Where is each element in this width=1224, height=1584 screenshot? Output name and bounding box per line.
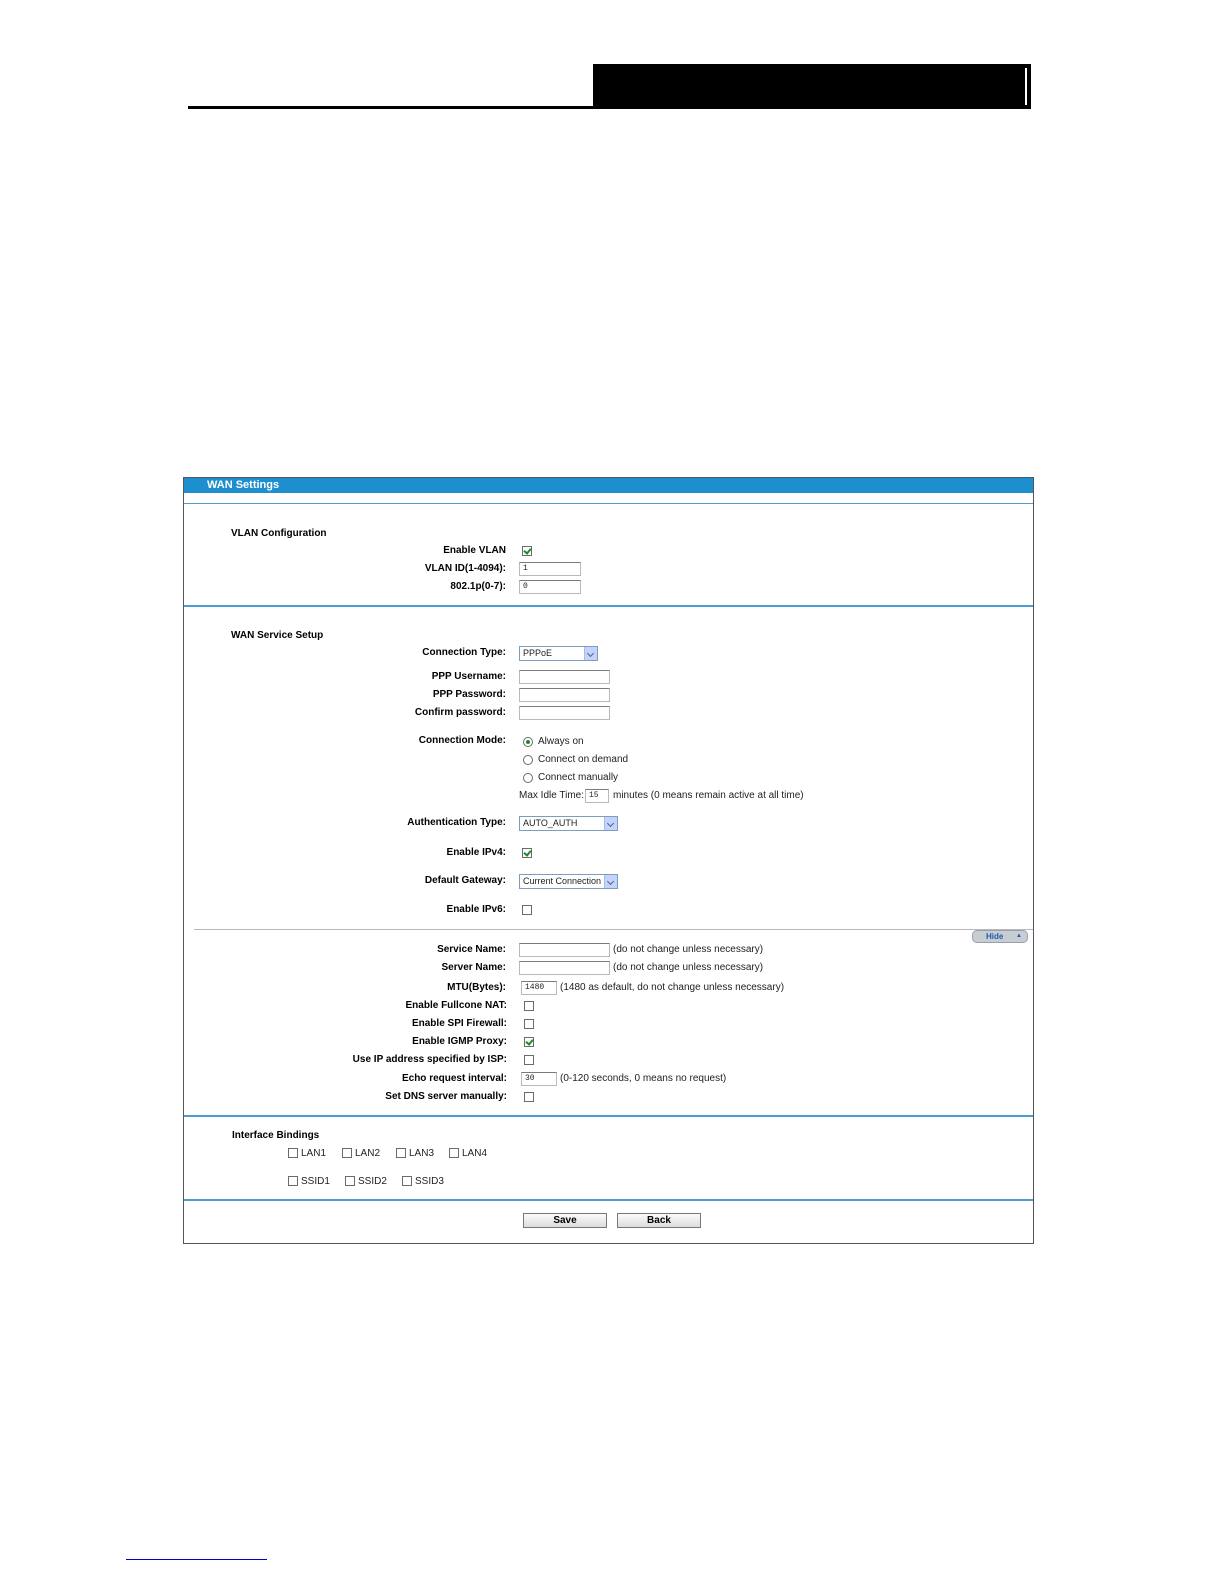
mtu-label: MTU(Bytes):	[447, 982, 506, 993]
connection-type-label: Connection Type:	[422, 647, 506, 658]
lan3-checkbox[interactable]	[396, 1148, 406, 1158]
lan2-checkbox[interactable]	[342, 1148, 352, 1158]
max-idle-label: Max Idle Time:	[519, 790, 585, 801]
echo-interval-label: Echo request interval:	[401, 1073, 507, 1084]
mtu-input[interactable]: 1480	[521, 981, 557, 995]
page-header-rule	[188, 106, 593, 109]
ssid1-checkbox[interactable]	[288, 1176, 298, 1186]
lan4-checkbox[interactable]	[449, 1148, 459, 1158]
enable-ipv6-checkbox[interactable]	[522, 905, 532, 915]
isp-ip-checkbox[interactable]	[524, 1055, 534, 1065]
mode-always-on-radio[interactable]	[523, 737, 533, 747]
auth-type-label: Authentication Type:	[407, 817, 506, 828]
echo-interval-input[interactable]: 30	[521, 1072, 557, 1086]
auth-type-select[interactable]	[519, 816, 618, 831]
username-label: PPP Username:	[431, 671, 506, 682]
default-gateway-label: Default Gateway:	[424, 875, 506, 886]
igmp-proxy-checkbox[interactable]	[524, 1037, 534, 1047]
dns-manual-label: Set DNS server manually:	[385, 1091, 507, 1102]
spi-firewall-checkbox[interactable]	[524, 1019, 534, 1029]
section-divider	[184, 1199, 1033, 1201]
bindings-section-title: Interface Bindings	[232, 1130, 320, 1141]
panel-title: WAN Settings	[207, 479, 280, 491]
max-idle-suffix: minutes (0 means remain active at all time)	[613, 790, 804, 801]
password-label: PPP Password:	[432, 689, 506, 700]
panel-title-bar	[184, 478, 1033, 493]
ssid2-checkbox[interactable]	[345, 1176, 355, 1186]
advanced-divider	[194, 929, 1033, 930]
max-idle-input[interactable]: 15	[585, 789, 609, 803]
lan1-label: LAN1	[301, 1148, 327, 1159]
ssid3-checkbox[interactable]	[402, 1176, 412, 1186]
section-divider	[184, 605, 1033, 607]
title-divider	[184, 503, 1033, 504]
chevron-up-icon: ▲	[1016, 933, 1022, 939]
default-gateway-value: Current Connection	[523, 876, 602, 886]
lan2-label: LAN2	[355, 1148, 381, 1159]
hide-advanced-button[interactable]	[972, 930, 1028, 943]
hide-label: Hide	[986, 932, 1004, 941]
wan-settings-panel	[183, 477, 1034, 1244]
dns-manual-checkbox[interactable]	[524, 1092, 534, 1102]
chevron-down-icon	[604, 817, 617, 830]
password-input[interactable]	[519, 688, 610, 702]
vlan-id-label: VLAN ID(1-4094):	[424, 563, 506, 574]
ssid2-label: SSID2	[358, 1176, 387, 1187]
fullcone-nat-checkbox[interactable]	[524, 1001, 534, 1011]
connection-mode-label: Connection Mode:	[418, 735, 506, 746]
vlan-section-title: VLAN Configuration	[231, 528, 327, 539]
server-name-input[interactable]	[519, 961, 610, 975]
enable-ipv4-label: Enable IPv4:	[446, 847, 506, 858]
connection-type-select[interactable]	[519, 646, 598, 661]
mode-on-demand-label: Connect on demand	[538, 754, 629, 765]
footer-link-underline	[126, 1559, 267, 1560]
enable-vlan-checkbox[interactable]	[522, 546, 532, 556]
enable-ipv6-label: Enable IPv6:	[446, 904, 506, 915]
section-divider	[184, 1115, 1033, 1117]
service-section-title: WAN Service Setup	[231, 630, 324, 641]
connection-type-value: PPPoE	[523, 648, 553, 658]
confirm-password-label: Confirm password:	[414, 707, 506, 718]
lan1-checkbox[interactable]	[288, 1148, 298, 1158]
username-input[interactable]	[519, 670, 610, 684]
chevron-down-icon	[604, 875, 617, 888]
priority-input[interactable]: 0	[519, 580, 581, 594]
spi-firewall-label: Enable SPI Firewall:	[411, 1018, 507, 1029]
back-button[interactable]: Back	[617, 1213, 701, 1228]
save-button[interactable]: Save	[523, 1213, 607, 1228]
server-name-label: Server Name:	[441, 962, 506, 973]
fullcone-nat-label: Enable Fullcone NAT:	[405, 1000, 507, 1011]
ssid1-label: SSID1	[301, 1176, 330, 1187]
echo-interval-hint: (0-120 seconds, 0 means no request)	[560, 1073, 727, 1084]
auth-type-value: AUTO_AUTH	[523, 818, 578, 828]
isp-ip-label: Use IP address specified by ISP:	[352, 1054, 507, 1065]
ssid3-label: SSID3	[415, 1176, 444, 1187]
lan4-label: LAN4	[462, 1148, 488, 1159]
priority-label: 802.1p(0-7):	[450, 581, 506, 592]
enable-ipv4-checkbox[interactable]	[522, 848, 532, 858]
igmp-proxy-label: Enable IGMP Proxy:	[412, 1036, 507, 1047]
service-name-input[interactable]	[519, 943, 610, 957]
server-name-hint: (do not change unless necessary)	[613, 962, 764, 973]
enable-vlan-label: Enable VLAN	[443, 545, 506, 556]
mode-on-demand-radio[interactable]	[523, 755, 533, 765]
service-name-label: Service Name:	[437, 944, 506, 955]
mode-manually-radio[interactable]	[523, 773, 533, 783]
page-header-block	[593, 64, 1031, 109]
chevron-down-icon	[584, 647, 597, 660]
mode-always-on-label: Always on	[538, 736, 584, 747]
service-name-hint: (do not change unless necessary)	[613, 944, 764, 955]
page-header-edge	[1025, 68, 1027, 105]
lan3-label: LAN3	[409, 1148, 435, 1159]
confirm-password-input[interactable]	[519, 706, 610, 720]
vlan-id-input[interactable]: 1	[519, 562, 581, 576]
mode-manually-label: Connect manually	[538, 772, 619, 783]
mtu-hint: (1480 as default, do not change unless necessary)	[560, 982, 785, 993]
default-gateway-select[interactable]	[519, 874, 618, 889]
